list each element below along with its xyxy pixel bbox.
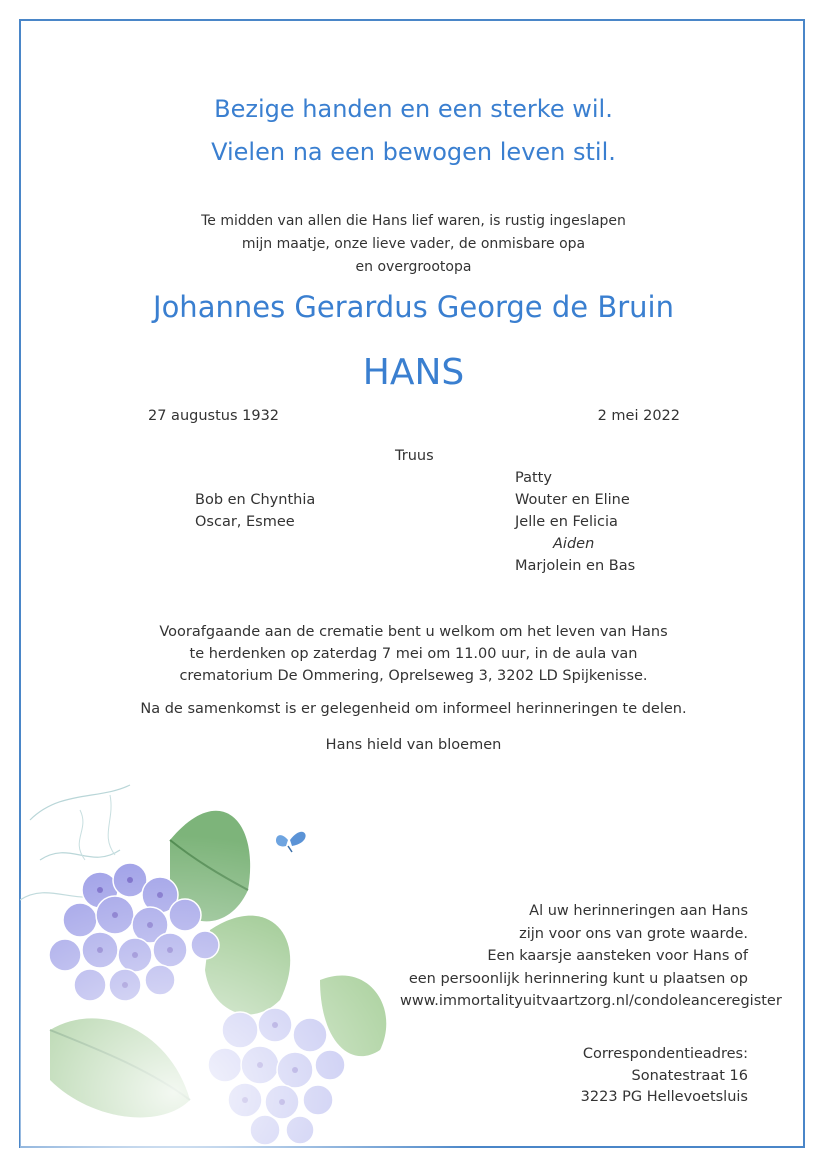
family-member: Wouter en Eline [515,492,630,508]
ceremony-line: Voorafgaande aan de crematie bent u welkom om het leven van Hans [159,624,668,640]
gathering-text: Na de samenkomst is er gelegenheid om informeel herinneringen te delen. [140,701,687,717]
family-member: Oscar, Esmee [195,514,295,530]
address-city: 3223 PG Hellevoetsluis [580,1089,748,1105]
intro-line: mijn maatje, onze lieve vader, de onmisbare opa [241,236,586,252]
hydrangea-illustration [20,780,460,1148]
intro-line: Te midden van allen die Hans lief waren, is rustig ingeslapen [201,213,626,229]
intro-line: en overgrootopa [355,259,472,275]
family-member: Aiden [553,536,595,552]
motto [0,88,827,174]
ceremony-line: crematorium De Ommering, Oprelseweg 3, 3202 LD Spijkenisse. [179,668,648,684]
memories-line: Een kaarsje aansteken voor Hans of [487,948,748,964]
family-left [195,489,315,533]
address-street: Sonatestraat 16 [631,1067,748,1084]
family-member: Marjolein en Bas [515,558,636,574]
ceremony-line: te herdenken op zaterdag 7 mei om 11.00 uur, in de aula van [189,646,638,662]
family-member: Bob en Chynthia [195,492,316,508]
death-date: 2 mei 2022 [597,408,680,424]
memories-line: Al uw herinneringen aan Hans [529,903,748,919]
memories-text [400,900,782,1013]
ceremony-text [0,621,827,687]
family-right [515,467,635,577]
flowers-note: Hans hield van bloemen [325,737,502,753]
partner-name: Truus [395,448,434,464]
full-name: Johannes Gerardus George de Bruin [153,290,674,324]
motto-line: Vielen na een bewogen leven stil. [211,138,616,166]
intro-text [0,210,827,279]
birth-date: 27 augustus 1932 [148,408,280,424]
motto-line: Bezige handen en een sterke wil. [214,95,613,123]
correspondence-address [500,1044,748,1109]
family-member: Jelle en Felicia [515,514,618,530]
family-member: Patty [515,470,552,486]
memories-line: een persoonlijk herinnering kunt u plaatsen op [408,970,748,987]
condolence-url[interactable]: www.immortalityuitvaartzorg.nl/condoleanceregister [400,993,782,1009]
call-name: HANS [362,352,465,393]
address-label: Correspondentieadres: [582,1046,748,1062]
memories-line: zijn voor ons van grote waarde. [519,925,748,942]
